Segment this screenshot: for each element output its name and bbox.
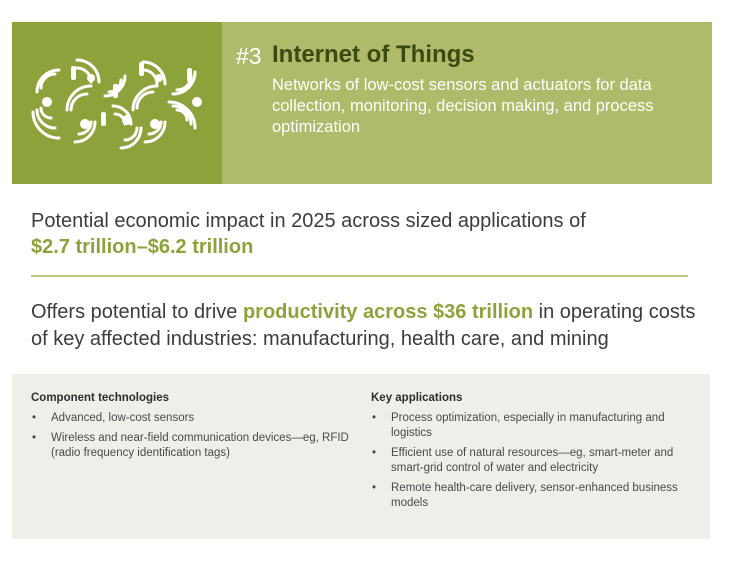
list-item xyxy=(31,411,351,426)
impact-value: $2.7 trillion–$6.2 trillion xyxy=(31,236,254,258)
applications-heading: Key applications xyxy=(371,392,463,404)
list-item-text: Remote health-care delivery, sensor-enhanced business models xyxy=(391,482,678,509)
iot-signal-graphic xyxy=(27,48,207,158)
offers-highlight: productivity across $36 trillion xyxy=(242,301,534,323)
divider xyxy=(31,275,688,277)
bullet-icon: • xyxy=(32,432,37,444)
list-item-text: Wireless and near-field communication devices—eg, RFID (radio frequency identification tags) xyxy=(51,432,349,459)
list-item-text: Process optimization, especially in manufacturing and logistics xyxy=(391,412,665,439)
header-banner xyxy=(12,22,712,184)
section-number: #3 xyxy=(236,43,262,69)
offers-suffix: in operating costs of key affected industries: manufacturing, health care, and mining xyxy=(31,301,696,350)
list-item xyxy=(371,411,691,441)
bullet-icon: • xyxy=(372,447,377,459)
iot-signal-icon xyxy=(12,22,222,184)
section-description: Networks of low-cost sensors and actuators for data collection, monitoring, decision making, and process optimization xyxy=(272,76,654,136)
section-title: Internet of Things xyxy=(272,41,475,68)
details-panel xyxy=(12,374,710,539)
key-applications xyxy=(371,392,691,516)
components-heading: Component technologies xyxy=(31,392,169,404)
bullet-icon: • xyxy=(372,412,377,424)
impact-label: Potential economic impact in 2025 across sized applications of xyxy=(31,210,586,232)
list-item xyxy=(371,481,691,511)
bullet-icon: • xyxy=(32,412,37,424)
header-text-panel xyxy=(222,22,712,184)
list-item xyxy=(371,446,691,476)
components-list xyxy=(31,411,351,461)
applications-list xyxy=(371,411,691,511)
bullet-icon: • xyxy=(372,482,377,494)
productivity-statement xyxy=(31,299,701,353)
offers-prefix: Offers potential to drive xyxy=(31,301,243,323)
list-item-text: Efficient use of natural resources—eg, smart-meter and smart-grid control of water and electricity xyxy=(391,447,674,474)
list-item xyxy=(31,431,351,461)
component-technologies xyxy=(31,392,351,466)
list-item-text: Advanced, low-cost sensors xyxy=(51,412,195,424)
